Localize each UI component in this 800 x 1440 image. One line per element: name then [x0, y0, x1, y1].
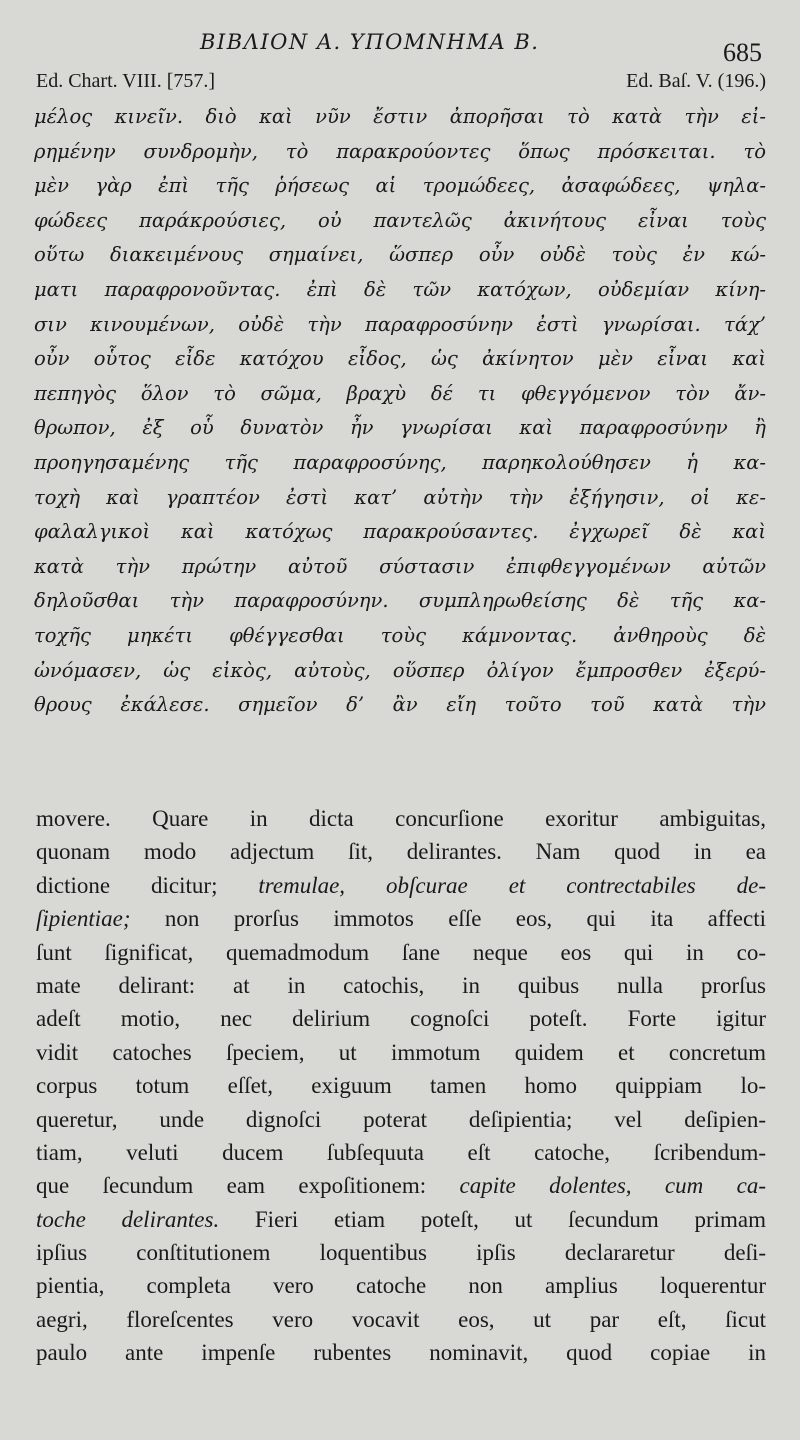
greek-text-line: ρημένην συνδρομὴν, τὸ παρακρούοντες ὅπως πρόσκειται. τὸ	[34, 139, 766, 163]
italic-quotation: toche delirantes.	[36, 1206, 220, 1232]
greek-text-line: τοχὴ καὶ γραπτέον ἐστὶ κατ’ αὐτὴν τὴν ἐξήγησιν, οἱ κε-	[34, 485, 766, 509]
latin-text-line: corpus totum eſſet, exiguum tamen homo quippiam lo-	[36, 1073, 766, 1099]
greek-text-line: θρους ἐκάλεσε. σημεῖον δ’ ἂν εἴη τοῦτο τοῦ κατὰ τὴν	[34, 693, 766, 717]
greek-text-line: ὠνόμασεν, ὡς εἰκὸς, αὐτοὺς, οὕσπερ ὀλίγον ἔμπροσθεν ἐξερύ-	[34, 658, 766, 682]
italic-quotation: tremulae, obſcurae et contrectabiles de-	[258, 872, 766, 898]
running-title: ΒΙΒΛΙΟΝ Α. ΥΠΟΜΝΗΜΑ Β.	[200, 30, 540, 54]
latin-text-line: mate delirant: at in catochis, in quibus nulla prorſus	[36, 972, 766, 998]
greek-text-line: μέλος κινεῖν. διὸ καὶ νῦν ἔστιν ἀπορῆσαι τὸ κατὰ τὴν εἰ-	[34, 105, 766, 128]
greek-text-line: οὕτω διακειμένους σημαίνει, ὥσπερ οὖν οὐδὲ τοὺς ἐν κώ-	[34, 243, 766, 267]
latin-text-line: movere. Quare in dicta concurſione exoritur ambiguitas,	[36, 806, 766, 831]
greek-text-line: θρωπον, ἐξ οὗ δυνατὸν ἦν γνωρίσαι καὶ παραφροσύνην ἢ	[34, 416, 766, 440]
latin-text-line: queretur, unde dignoſci poterat deſipientia; vel deſipien-	[36, 1106, 766, 1132]
greek-text-line: ματι παραφρονοῦντας. ἐπὶ δὲ τῶν κατόχων, οὐδεμίαν κίνη-	[34, 277, 766, 301]
greek-text-line: δηλοῦσθαι τὴν παραφροσύνην. συμπληρωθείσης δὲ τῆς κα-	[34, 589, 766, 613]
italic-quotation: ſipientiae;	[36, 906, 131, 932]
greek-text-block	[34, 100, 766, 723]
latin-text-line: quonam modo adjectum ſit, delirantes. Nam quod in ea	[36, 839, 766, 865]
greek-text-line: φώδεες παράκρούσιες, οὐ παντελῶς ἀκινήτους εἶναι τοὺς	[34, 208, 766, 232]
latin-text-line: ſipientiae; non prorſus immotos eſſe eos, qui ita affecti	[36, 906, 766, 932]
page-number: 685	[723, 38, 762, 67]
latin-text-line: que ſecundum eam expoſitionem: capite dolentes, cum ca-	[36, 1173, 766, 1199]
latin-text-line: toche delirantes. Fieri etiam poteſt, ut ſecundum primam	[36, 1206, 766, 1232]
greek-text-line: πεπηγὸς ὅλον τὸ σῶμα, βραχὺ δέ τι φθεγγόμενον τὸν ἄν-	[34, 381, 766, 405]
greek-text-line: κατὰ τὴν πρώτην αὐτοῦ σύστασιν ἐπιφθεγγομένων αὐτῶν	[34, 554, 766, 578]
latin-text-line: vidit catoches ſpeciem, ut immotum quidem et concretum	[36, 1039, 766, 1065]
latin-text-line: pientia, completa vero catoche non amplius loquerentur	[36, 1273, 766, 1299]
latin-text-line: adeſt motio, nec delirium cognoſci poteſt. Forte igitur	[36, 1006, 766, 1032]
greek-text-line: οὖν οὗτος εἶδε κατόχου εἶδος, ὡς ἀκίνητον μὲν εἶναι καὶ	[34, 347, 766, 371]
edition-basel: Ed. Baſ. V. (196.)	[626, 70, 766, 92]
greek-text-line: τοχῆς μηκέτι φθέγγεσθαι τοὺς κάμνοντας. ἀνθηροὺς δὲ	[34, 623, 766, 647]
latin-text-line: ipſius conſtitutionem loquentibus ipſis declararetur deſi-	[36, 1240, 766, 1266]
latin-text-line: aegri, floreſcentes vero vocavit eos, ut par eſt, ſicut	[36, 1306, 766, 1332]
greek-text-line: μὲν γὰρ ἐπὶ τῆς ῥήσεως αἱ τρομώδεες, ἀσαφώδεες, ψηλα-	[34, 174, 766, 198]
running-head	[0, 30, 800, 67]
latin-text-line: ſunt ſignificat, quemadmodum ſane neque eos qui in co-	[36, 939, 766, 965]
greek-text-line: φαλαλγικοὶ καὶ κατόχως παρακρούσαντες. ἐγχωρεῖ δὲ καὶ	[34, 520, 766, 544]
greek-text-line: προηγησαμένης τῆς παραφροσύνης, παρηκολούθησεν ἡ κα-	[34, 450, 766, 474]
latin-text-line: dictione dicitur; tremulae, obſcurae et contrectabiles de-	[36, 872, 766, 898]
edition-chartier: Ed. Chart. VIII. [757.]	[36, 70, 216, 92]
latin-text-line: tiam, veluti ducem ſubſequuta eſt catoche, ſcribendum-	[36, 1139, 766, 1165]
latin-text-line: paulo ante impenſe rubentes nominavit, quod copiae in	[36, 1340, 766, 1366]
latin-text-block	[36, 802, 766, 1370]
edition-reference-line	[36, 70, 766, 98]
greek-text-line: σιν κινουμένων, οὐδὲ τὴν παραφροσύνην ἐστὶ γνωρίσαι. τάχ’	[34, 312, 766, 336]
italic-quotation: capite dolentes, cum ca-	[459, 1173, 766, 1199]
